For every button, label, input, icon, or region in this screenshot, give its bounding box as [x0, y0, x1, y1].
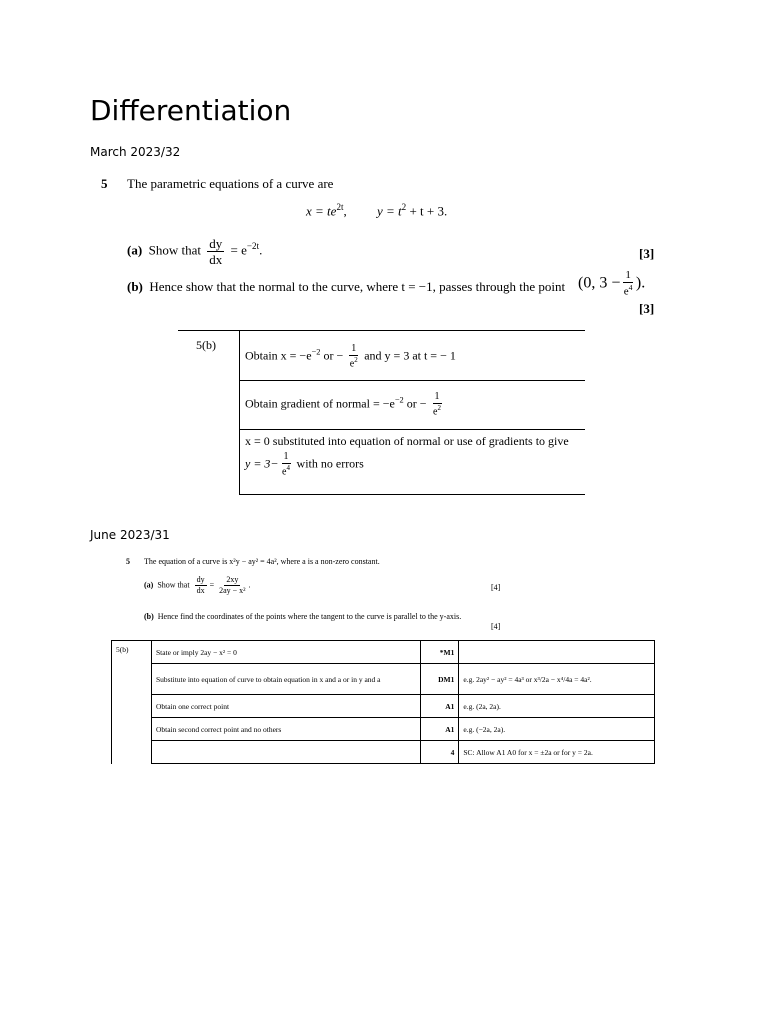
q1-part-a: (a) Show that $\frac{dy}{dx}$ = $e^{-2t}$. — [127, 236, 263, 267]
mark-scheme-table — [111, 640, 655, 764]
ms2-code: 4 — [421, 741, 459, 764]
q1-b-marks: [3] — [639, 301, 655, 316]
section-heading-march: March 2023/32 — [90, 145, 181, 159]
ms2-note: e.g. (2a, 2a). — [459, 695, 655, 718]
q1-part-b: (b) Hence show that the normal to the curve, where t = −1, passes through the point — [127, 279, 566, 294]
q1-point: (0, 3 − $\frac{1}{e^4}$ ). — [578, 269, 646, 298]
q1-a-marks: [3] — [639, 246, 655, 261]
ms1-ref: 5(b) — [196, 338, 216, 352]
q2-number: 5 — [126, 557, 130, 566]
ms1-row-3b: y = 3− $\frac{1}{e^4}$ with no errors — [245, 451, 364, 478]
q2-a-marks: [4] — [491, 583, 501, 592]
ms2-code: A1 — [421, 695, 459, 718]
ms2-code: *M1 — [421, 641, 459, 664]
ms1-row-1: Obtain $x = -e^{-2}$ or − $\frac{1}{e^2}$ and y = 3 at t = − 1 — [245, 343, 456, 370]
q1-number: 5 — [101, 176, 108, 191]
table-row — [112, 741, 655, 764]
ms1-row-2: Obtain gradient of normal = $-e^{-2}$ or − $\frac{1}{e^2}$ — [245, 391, 441, 418]
table-row — [112, 664, 655, 695]
q2-part-b: (b) Hence find the coordinates of the points where the tangent to the curve is parallel to the y-axis. — [144, 612, 462, 621]
ms2-text: Obtain second correct point and no others — [151, 718, 420, 741]
ms2-text: State or imply 2ay − x² = 0 — [151, 641, 420, 664]
ms2-note: e.g. 2ay² − ay² = 4a³ or x³/2a − x⁴/4a = 4a². — [459, 664, 655, 695]
ms2-text: Substitute into equation of curve to obtain equation in x and a or in y and a — [151, 664, 420, 695]
ms2-code: DM1 — [421, 664, 459, 695]
mark-scheme-march — [178, 330, 585, 495]
ms2-code: A1 — [421, 718, 459, 741]
section-heading-june: June 2023/31 — [90, 528, 170, 542]
table-row — [112, 641, 655, 664]
q2-intro: The equation of a curve is x²y − ay² = 4a², where a is a non-zero constant. — [144, 557, 380, 566]
q2-b-marks: [4] — [491, 622, 501, 631]
ms2-note: e.g. (−2a, 2a). — [459, 718, 655, 741]
mark-scheme-june — [111, 640, 655, 765]
q1-eq-y: $y = t^2 + t + 3$. — [377, 202, 448, 219]
q2-part-a: (a) Show that $\frac{dy}{dx}$ = $\frac{2xy}{\text{2ay − x²}}$ . — [144, 575, 251, 595]
table-row — [112, 695, 655, 718]
ms2-text — [151, 741, 420, 764]
table-row — [112, 718, 655, 741]
ms2-ref: 5(b) — [112, 641, 152, 764]
page-title: Differentiation — [90, 94, 292, 127]
q1-intro: The parametric equations of a curve are — [127, 176, 334, 191]
ms1-row-3a: x = 0 substituted into equation of normal or use of gradients to give — [245, 434, 569, 448]
ms2-note: SC: Allow A1 A0 for x = ±2a or for y = 2a. — [459, 741, 655, 764]
ms2-text: Obtain one correct point — [151, 695, 420, 718]
q1-eq-x: $x = te^{2t}$, — [306, 202, 347, 219]
ms2-note — [459, 641, 655, 664]
